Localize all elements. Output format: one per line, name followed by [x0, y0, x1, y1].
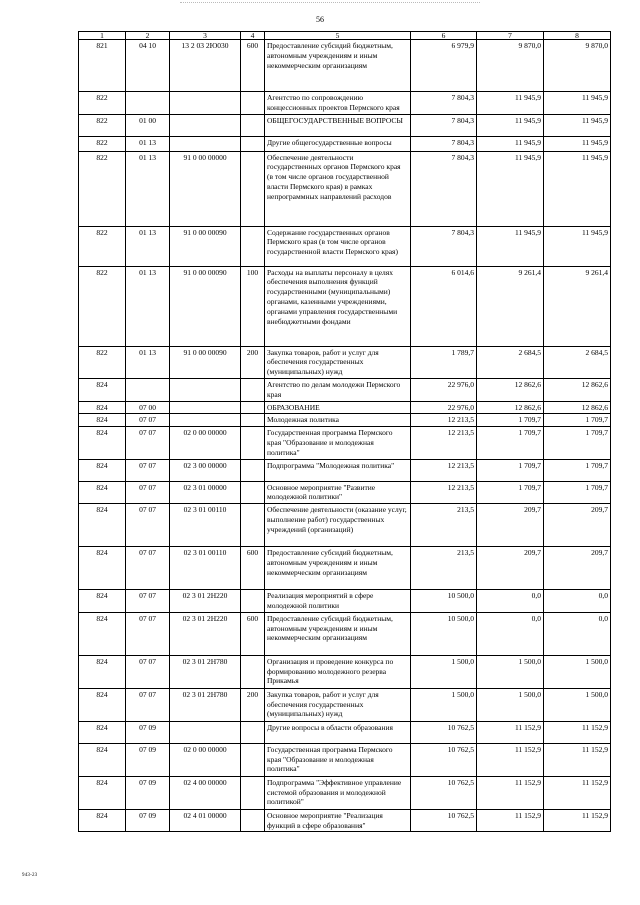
- amount-cell: 1 709,7: [477, 481, 544, 504]
- table-row: [79, 92, 611, 115]
- amount-cell: 6 014,6: [411, 266, 477, 346]
- amount-cell: 0,0: [477, 612, 544, 655]
- description-cell: Подпрограмма "Молодежная политика": [265, 459, 411, 481]
- target-article-cell: 02 3 01 2Н220: [170, 612, 241, 655]
- admin-code-cell: 824: [79, 721, 126, 743]
- budget-table: [78, 31, 611, 832]
- amount-cell: 1 500,0: [477, 688, 544, 721]
- target-article-cell: 02 3 01 2Н220: [170, 590, 241, 613]
- admin-code-cell: 824: [79, 590, 126, 613]
- table-row: [79, 776, 611, 809]
- description-cell: Агентство по делам молодежи Пермского края: [265, 378, 411, 401]
- expense-type-cell: [241, 114, 265, 136]
- section-code-cell: 01 00: [126, 114, 170, 136]
- table-row: [79, 346, 611, 378]
- admin-code-cell: 824: [79, 688, 126, 721]
- admin-code-cell: 822: [79, 226, 126, 266]
- table-row: [79, 427, 611, 459]
- section-code-cell: 07 07: [126, 481, 170, 504]
- target-article-cell: 02 3 01 00000: [170, 481, 241, 504]
- amount-cell: 6 979,9: [411, 40, 477, 92]
- expense-type-cell: [241, 809, 265, 832]
- footer-code: 943-23: [22, 873, 38, 878]
- amount-cell: 213,5: [411, 504, 477, 547]
- target-article-cell: 02 3 00 00000: [170, 459, 241, 481]
- expense-type-cell: [241, 590, 265, 613]
- description-cell: Молодежная политика: [265, 414, 411, 427]
- admin-code-cell: 824: [79, 378, 126, 401]
- expense-type-cell: [241, 655, 265, 688]
- amount-cell: 9 870,0: [544, 40, 611, 92]
- scan-artifact: [180, 2, 480, 5]
- description-cell: ОБРАЗОВАНИЕ: [265, 401, 411, 414]
- amount-cell: 12 213,5: [411, 481, 477, 504]
- table-row: [79, 721, 611, 743]
- amount-cell: 11 945,9: [544, 92, 611, 115]
- description-cell: Реализация мероприятий в сфере молодежной политики: [265, 590, 411, 613]
- amount-cell: 1 500,0: [477, 655, 544, 688]
- table-row: [79, 481, 611, 504]
- table-row: [79, 378, 611, 401]
- target-article-cell: [170, 401, 241, 414]
- amount-cell: 209,7: [544, 547, 611, 590]
- amount-cell: 2 684,5: [544, 346, 611, 378]
- target-article-cell: 02 3 01 2Н780: [170, 655, 241, 688]
- admin-code-cell: 822: [79, 151, 126, 226]
- section-code-cell: 07 07: [126, 655, 170, 688]
- table-row: [79, 504, 611, 547]
- section-code-cell: 04 10: [126, 40, 170, 92]
- target-article-cell: 91 0 00 00090: [170, 346, 241, 378]
- expense-type-cell: [241, 414, 265, 427]
- description-cell: Организация и проведение конкурса по формированию молодежного резерва Прикамья: [265, 655, 411, 688]
- amount-cell: 22 976,0: [411, 378, 477, 401]
- target-article-cell: 02 4 01 00000: [170, 809, 241, 832]
- amount-cell: 11 152,9: [544, 776, 611, 809]
- admin-code-cell: 824: [79, 481, 126, 504]
- column-header: 7: [477, 32, 544, 40]
- expense-type-cell: [241, 743, 265, 776]
- column-header: 4: [241, 32, 265, 40]
- amount-cell: 1 500,0: [544, 688, 611, 721]
- target-article-cell: [170, 136, 241, 151]
- admin-code-cell: 822: [79, 92, 126, 115]
- section-code-cell: 01 13: [126, 226, 170, 266]
- admin-code-cell: 824: [79, 776, 126, 809]
- column-header: 1: [79, 32, 126, 40]
- table-row: [79, 459, 611, 481]
- amount-cell: 1 709,7: [477, 459, 544, 481]
- target-article-cell: 02 3 01 00110: [170, 547, 241, 590]
- amount-cell: 1 500,0: [411, 688, 477, 721]
- amount-cell: 10 500,0: [411, 612, 477, 655]
- section-code-cell: 07 07: [126, 459, 170, 481]
- description-cell: Расходы на выплаты персоналу в целях обеспечения выполнения функций государственными (муниципальными) органами, казенными учреждениями, органами управления государственными внебюджетными фондами: [265, 266, 411, 346]
- table-row: [79, 809, 611, 832]
- table-row: [79, 114, 611, 136]
- column-header: 3: [170, 32, 241, 40]
- amount-cell: 1 709,7: [544, 427, 611, 459]
- description-cell: Основное мероприятие "Развитие молодежной политики": [265, 481, 411, 504]
- expense-type-cell: 600: [241, 40, 265, 92]
- amount-cell: 12 862,6: [544, 401, 611, 414]
- expense-type-cell: [241, 151, 265, 226]
- expense-type-cell: 200: [241, 688, 265, 721]
- amount-cell: 209,7: [544, 504, 611, 547]
- amount-cell: 10 500,0: [411, 590, 477, 613]
- amount-cell: 1 709,7: [544, 481, 611, 504]
- amount-cell: 11 945,9: [477, 114, 544, 136]
- column-header: 6: [411, 32, 477, 40]
- section-code-cell: 01 13: [126, 346, 170, 378]
- target-article-cell: 02 4 00 00000: [170, 776, 241, 809]
- amount-cell: 11 945,9: [477, 226, 544, 266]
- admin-code-cell: 821: [79, 40, 126, 92]
- target-article-cell: 13 2 03 2Ю030: [170, 40, 241, 92]
- table-body: [79, 40, 611, 832]
- target-article-cell: [170, 721, 241, 743]
- amount-cell: 7 804,3: [411, 136, 477, 151]
- target-article-cell: 91 0 00 00090: [170, 226, 241, 266]
- description-cell: Другие вопросы в области образования: [265, 721, 411, 743]
- amount-cell: 11 945,9: [544, 151, 611, 226]
- table-row: [79, 40, 611, 92]
- admin-code-cell: 824: [79, 414, 126, 427]
- amount-cell: 11 152,9: [544, 721, 611, 743]
- expense-type-cell: [241, 776, 265, 809]
- table-row: [79, 266, 611, 346]
- amount-cell: 12 213,5: [411, 459, 477, 481]
- amount-cell: 11 945,9: [544, 136, 611, 151]
- amount-cell: 1 709,7: [477, 414, 544, 427]
- admin-code-cell: 822: [79, 266, 126, 346]
- table-row: [79, 401, 611, 414]
- amount-cell: 10 762,5: [411, 809, 477, 832]
- amount-cell: 9 261,4: [544, 266, 611, 346]
- amount-cell: 11 945,9: [477, 151, 544, 226]
- amount-cell: 209,7: [477, 547, 544, 590]
- section-code-cell: 01 13: [126, 266, 170, 346]
- amount-cell: 1 789,7: [411, 346, 477, 378]
- target-article-cell: 02 0 00 00000: [170, 427, 241, 459]
- amount-cell: 9 870,0: [477, 40, 544, 92]
- admin-code-cell: 822: [79, 114, 126, 136]
- description-cell: ОБЩЕГОСУДАРСТВЕННЫЕ ВОПРОСЫ: [265, 114, 411, 136]
- expense-type-cell: [241, 427, 265, 459]
- expense-type-cell: [241, 401, 265, 414]
- target-article-cell: 91 0 00 00090: [170, 266, 241, 346]
- amount-cell: 1 709,7: [477, 427, 544, 459]
- table-row: [79, 151, 611, 226]
- admin-code-cell: 822: [79, 136, 126, 151]
- section-code-cell: 07 09: [126, 743, 170, 776]
- table-row: [79, 547, 611, 590]
- amount-cell: 11 152,9: [544, 743, 611, 776]
- table-header-row: [79, 32, 611, 40]
- admin-code-cell: 824: [79, 401, 126, 414]
- amount-cell: 0,0: [477, 590, 544, 613]
- amount-cell: 22 976,0: [411, 401, 477, 414]
- amount-cell: 11 945,9: [544, 114, 611, 136]
- description-cell: Государственная программа Пермского края "Образование и молодежная политика": [265, 743, 411, 776]
- table-row: [79, 655, 611, 688]
- section-code-cell: 07 07: [126, 612, 170, 655]
- table-row: [79, 136, 611, 151]
- description-cell: Обеспечение деятельности государственных органов Пермского края (в том числе органов государственной власти Пермского края) в рамках непрограммных направлений расходов: [265, 151, 411, 226]
- amount-cell: 1 500,0: [411, 655, 477, 688]
- description-cell: Государственная программа Пермского края "Образование и молодежная политика": [265, 427, 411, 459]
- admin-code-cell: 822: [79, 346, 126, 378]
- table-row: [79, 590, 611, 613]
- amount-cell: 9 261,4: [477, 266, 544, 346]
- section-code-cell: 07 09: [126, 721, 170, 743]
- target-article-cell: [170, 414, 241, 427]
- admin-code-cell: 824: [79, 547, 126, 590]
- amount-cell: 209,7: [477, 504, 544, 547]
- amount-cell: 11 152,9: [477, 809, 544, 832]
- amount-cell: 7 804,3: [411, 226, 477, 266]
- target-article-cell: [170, 378, 241, 401]
- section-code-cell: 07 07: [126, 427, 170, 459]
- expense-type-cell: 200: [241, 346, 265, 378]
- amount-cell: 11 945,9: [477, 92, 544, 115]
- description-cell: Закупка товаров, работ и услуг для обеспечения государственных (муниципальных) нужд: [265, 688, 411, 721]
- target-article-cell: 91 0 00 00000: [170, 151, 241, 226]
- admin-code-cell: 824: [79, 427, 126, 459]
- description-cell: Содержание государственных органов Пермского края (в том числе органов государственной власти Пермского края): [265, 226, 411, 266]
- amount-cell: 12 862,6: [544, 378, 611, 401]
- amount-cell: 11 152,9: [477, 743, 544, 776]
- description-cell: Закупка товаров, работ и услуг для обеспечения государственных (муниципальных) нужд: [265, 346, 411, 378]
- expense-type-cell: 600: [241, 612, 265, 655]
- table-row: [79, 688, 611, 721]
- section-code-cell: 01 13: [126, 151, 170, 226]
- table-row: [79, 414, 611, 427]
- section-code-cell: 07 09: [126, 776, 170, 809]
- expense-type-cell: [241, 481, 265, 504]
- admin-code-cell: 824: [79, 504, 126, 547]
- amount-cell: 12 213,5: [411, 414, 477, 427]
- description-cell: Предоставление субсидий бюджетным, автономным учреждениям и иным некоммерческим организациям: [265, 612, 411, 655]
- section-code-cell: 07 09: [126, 809, 170, 832]
- target-article-cell: 02 0 00 00000: [170, 743, 241, 776]
- admin-code-cell: 824: [79, 612, 126, 655]
- target-article-cell: 02 3 01 2Н780: [170, 688, 241, 721]
- description-cell: Другие общегосударственные вопросы: [265, 136, 411, 151]
- amount-cell: 12 862,6: [477, 378, 544, 401]
- amount-cell: 7 804,3: [411, 114, 477, 136]
- column-header: 2: [126, 32, 170, 40]
- section-code-cell: 07 07: [126, 590, 170, 613]
- expense-type-cell: [241, 92, 265, 115]
- column-header: 5: [265, 32, 411, 40]
- admin-code-cell: 824: [79, 809, 126, 832]
- section-code-cell: [126, 92, 170, 115]
- table-row: [79, 743, 611, 776]
- expense-type-cell: [241, 136, 265, 151]
- amount-cell: 11 945,9: [477, 136, 544, 151]
- amount-cell: 11 152,9: [544, 809, 611, 832]
- description-cell: Предоставление субсидий бюджетным, автономным учреждениям и иным некоммерческим организациям: [265, 547, 411, 590]
- amount-cell: 10 762,5: [411, 721, 477, 743]
- section-code-cell: [126, 378, 170, 401]
- amount-cell: 12 862,6: [477, 401, 544, 414]
- amount-cell: 1 709,7: [544, 414, 611, 427]
- expense-type-cell: [241, 721, 265, 743]
- expense-type-cell: [241, 504, 265, 547]
- amount-cell: 10 762,5: [411, 776, 477, 809]
- admin-code-cell: 824: [79, 743, 126, 776]
- amount-cell: 1 709,7: [544, 459, 611, 481]
- description-cell: Основное мероприятие "Реализация функций в сфере образования": [265, 809, 411, 832]
- description-cell: Подпрограмма "Эффективное управление системой образования и молодежной политикой": [265, 776, 411, 809]
- expense-type-cell: 100: [241, 266, 265, 346]
- table-row: [79, 612, 611, 655]
- description-cell: Агентство по сопровождению концессионных проектов Пермского края: [265, 92, 411, 115]
- target-article-cell: 02 3 01 00110: [170, 504, 241, 547]
- amount-cell: 213,5: [411, 547, 477, 590]
- section-code-cell: 07 07: [126, 688, 170, 721]
- expense-type-cell: [241, 459, 265, 481]
- admin-code-cell: 824: [79, 459, 126, 481]
- amount-cell: 0,0: [544, 590, 611, 613]
- target-article-cell: [170, 114, 241, 136]
- admin-code-cell: 824: [79, 655, 126, 688]
- amount-cell: 0,0: [544, 612, 611, 655]
- page-number: 56: [316, 15, 324, 24]
- section-code-cell: 07 00: [126, 401, 170, 414]
- table-row: [79, 226, 611, 266]
- amount-cell: 1 500,0: [544, 655, 611, 688]
- description-cell: Обеспечение деятельности (оказание услуг, выполнение работ) государственных учреждений (организаций): [265, 504, 411, 547]
- expense-type-cell: [241, 378, 265, 401]
- section-code-cell: 07 07: [126, 414, 170, 427]
- amount-cell: 11 945,9: [544, 226, 611, 266]
- amount-cell: 7 804,3: [411, 151, 477, 226]
- target-article-cell: [170, 92, 241, 115]
- amount-cell: 11 152,9: [477, 776, 544, 809]
- amount-cell: 2 684,5: [477, 346, 544, 378]
- section-code-cell: 01 13: [126, 136, 170, 151]
- amount-cell: 10 762,5: [411, 743, 477, 776]
- expense-type-cell: [241, 226, 265, 266]
- column-header: 8: [544, 32, 611, 40]
- section-code-cell: 07 07: [126, 504, 170, 547]
- expense-type-cell: 600: [241, 547, 265, 590]
- amount-cell: 12 213,5: [411, 427, 477, 459]
- amount-cell: 7 804,3: [411, 92, 477, 115]
- description-cell: Предоставление субсидий бюджетным, автономным учреждениям и иным некоммерческим организациям: [265, 40, 411, 92]
- amount-cell: 11 152,9: [477, 721, 544, 743]
- section-code-cell: 07 07: [126, 547, 170, 590]
